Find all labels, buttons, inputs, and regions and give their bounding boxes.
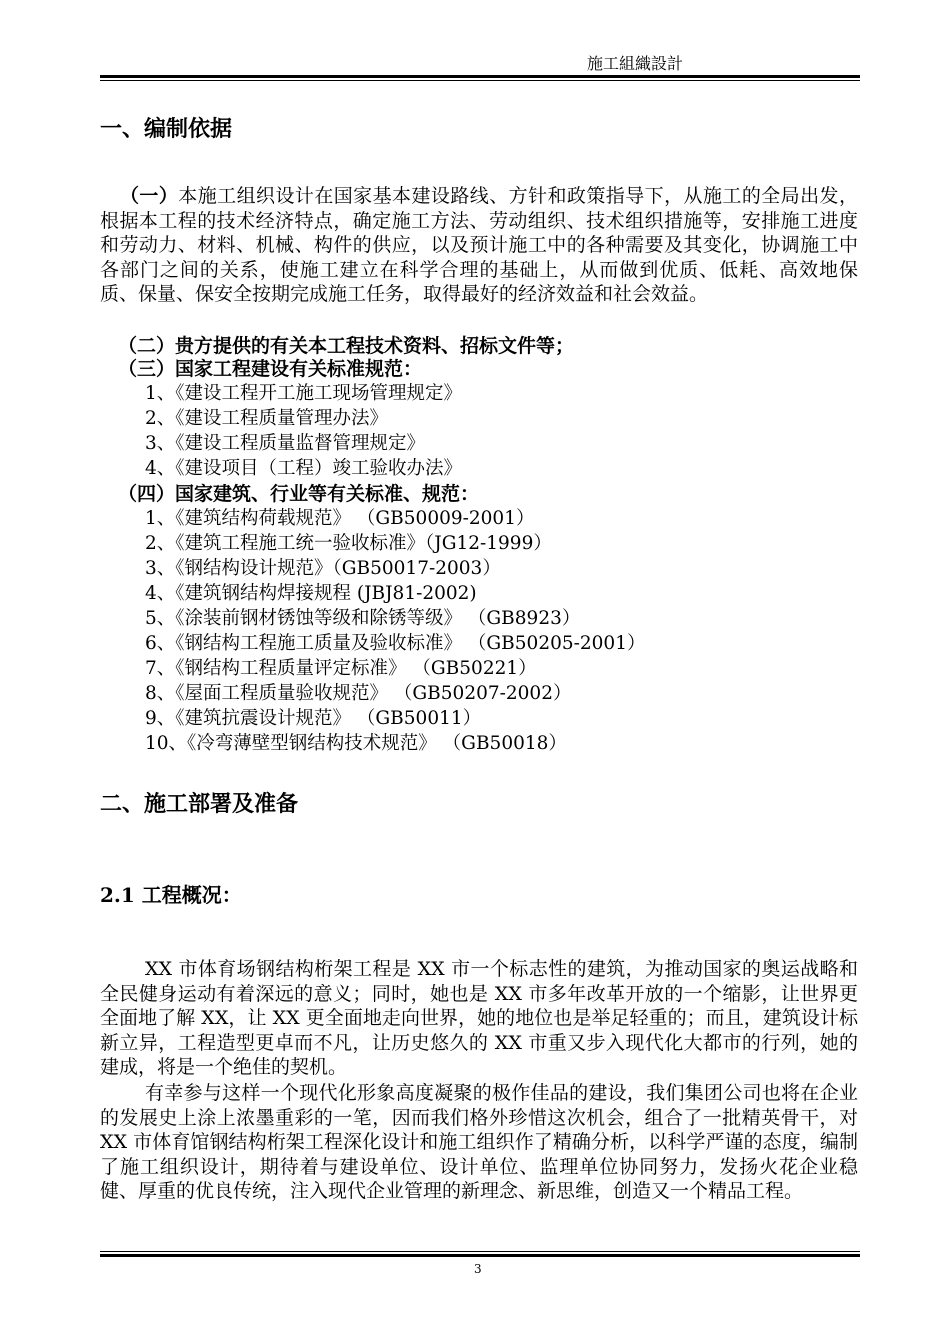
list-item: 4、《建筑钢结构焊接规程 (JBJ81-2002)	[145, 583, 477, 604]
page-number: 3	[474, 1262, 482, 1276]
footer-rule-thin	[100, 1251, 860, 1252]
list-item: 5、《涂装前钢材锈蚀等级和除锈等级》 （GB8923）	[145, 608, 581, 629]
paragraph	[100, 184, 858, 307]
list-item: 1、《建设工程开工施工现场管理规定》	[145, 383, 463, 404]
paragraph-lead: （一）	[120, 185, 179, 207]
list-item: 1、《建筑结构荷载规范》 （GB50009-2001）	[145, 508, 535, 529]
list-item: 9、《建筑抗震设计规范》 （GB50011）	[145, 708, 482, 729]
header-rule-thick	[100, 75, 860, 78]
subsection-title: 2.1 工程概况：	[100, 883, 242, 907]
list-item: 8、《屋面工程质量验收规范》 （GB50207-2002）	[145, 683, 572, 704]
section-heading: 一、编制依据	[100, 117, 233, 142]
running-header: 施工組織設計	[587, 54, 684, 73]
paragraph-body: 本施工组织设计在国家基本建设路线、方针和政策指导下，从施工的全局出发，根据本工程的技术经济特点，确定施工方法、劳动组织、技术组织措施等，安排施工进度和劳动力、材料、机械、构件的供应，以及预计施工中的各种需要及其变化，协调施工中各部门之间的关系，使施工建立在科学合理的基础上，从而做到优质、低耗、高效地保质、保量、保安全按期完成施工任务，取得最好的经济效益和社会效益。	[100, 185, 858, 306]
list-item: 3、《建设工程质量监督管理规定》	[145, 433, 426, 454]
subsection-heading: （四）国家建筑、行业等有关标准、规范：	[118, 483, 480, 505]
paragraph: 有幸参与这样一个现代化形象高度凝聚的极作佳品的建设，我们集团公司也将在企业的发展史上涂上浓墨重彩的一笔，因而我们格外珍惜这次机会，组合了一批精英骨干，对 XX 市体育馆钢结构桁架工程深化设计和施工组织作了精确分析，以科学严谨的态度，编制了施工组织设计，期待着与建设单位、设计单位、监理单位协同努力，发扬火花企业稳健、厚重的优良传统，注入现代企业管理的新理念、新思维，创造又一个精品工程。	[100, 1082, 858, 1203]
subsection-heading: （二）贵方提供的有关本工程技术资料、招标文件等；	[118, 335, 575, 357]
list-item: 4、《建设项目（工程）竣工验收办法》	[145, 458, 463, 479]
subsection-heading: （三）国家工程建设有关标准规范：	[118, 358, 423, 380]
section-heading: 二、施工部署及准备	[100, 792, 299, 817]
list-item: 3、《钢结构设计规范》（GB50017-2003）	[145, 558, 501, 579]
list-item: 2、《建设工程质量管理办法》	[145, 408, 389, 429]
list-item: 7、《钢结构工程质量评定标准》 （GB50221）	[145, 658, 537, 679]
header-rule-thin	[100, 80, 860, 81]
footer-rule-thick	[100, 1254, 860, 1257]
list-item: 6、《钢结构工程施工质量及验收标准》 （GB50205-2001）	[145, 633, 646, 654]
list-item: 2、《建筑工程施工统一验收标准》（JG12-1999）	[145, 533, 552, 554]
list-item: 10、《冷弯薄壁型钢结构技术规范》 （GB50018）	[145, 733, 567, 754]
paragraph: XX 市体育场钢结构桁架工程是 XX 市一个标志性的建筑，为推动国家的奥运战略和全民健身运动有着深远的意义；同时，她也是 XX 市多年改革开放的一个缩影，让世界更全面地了解 XX，让 XX 更全面地走向世界，她的地位也是举足轻重的；而且，建筑设计标新立异，工程造型更卓而不凡，让历史悠久的 XX 市重又步入现代化大都市的行列，她的建成，将是一个绝佳的契机。	[100, 958, 858, 1079]
